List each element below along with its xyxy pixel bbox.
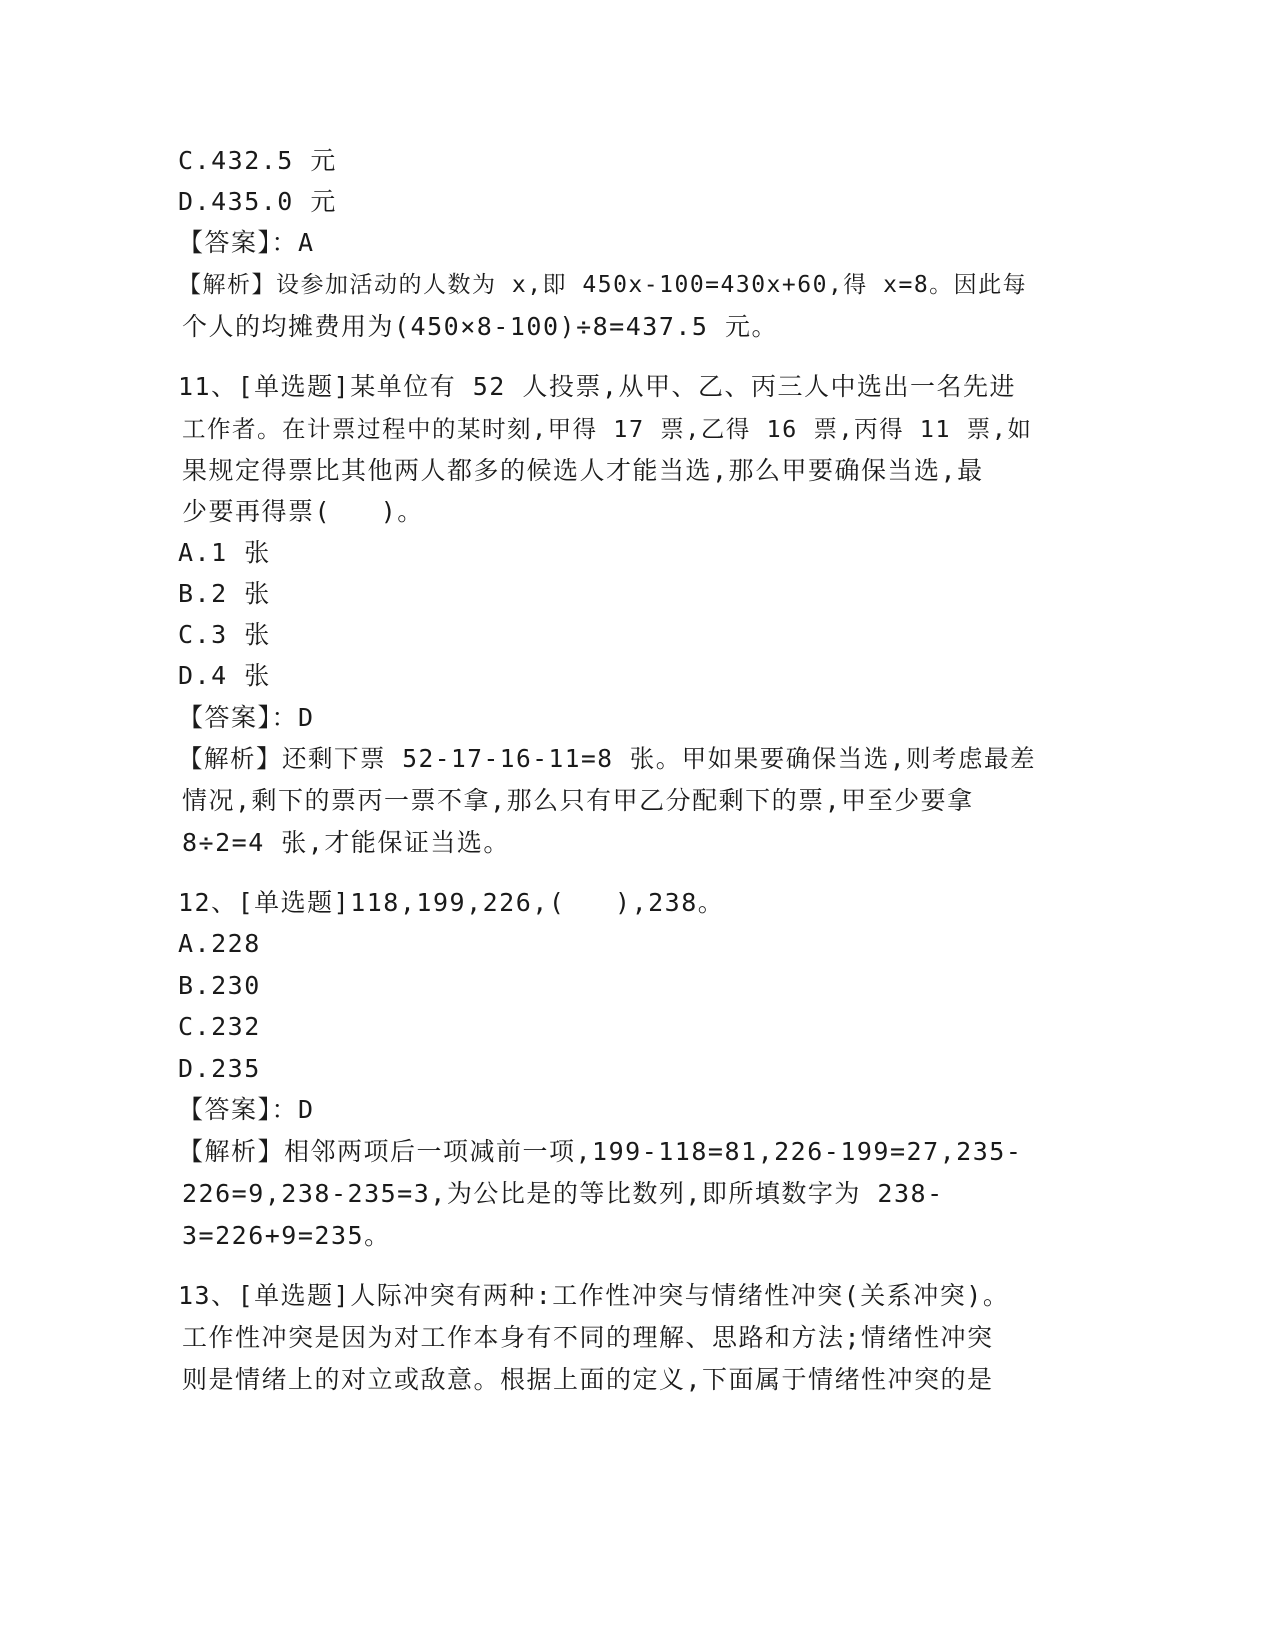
- q13-stem-line: 13、[单选题]人际冲突有两种:工作性冲突与情绪性冲突(关系冲突)。: [178, 1281, 1010, 1310]
- q12-option-c: C.232: [178, 1012, 261, 1041]
- q12-stem-line: 12、[单选题]118,199,226,( ),238。: [178, 888, 725, 917]
- q11-stem-line: 少要再得票( )。: [182, 497, 424, 526]
- q12-analysis-line: 3=226+9=235。: [182, 1221, 391, 1250]
- q13-stem-line: 工作性冲突是因为对工作本身有不同的理解、思路和方法;情绪性冲突: [182, 1323, 994, 1352]
- q11-option-b: B.2 张: [178, 579, 271, 608]
- q13-stem-line: 则是情绪上的对立或敌意。根据上面的定义,下面属于情绪性冲突的是: [182, 1365, 994, 1394]
- q11-answer: 【答案】：D: [178, 703, 315, 732]
- q11-stem-line: 工作者。在计票过程中的某时刻,甲得 17 票,乙得 16 票,丙得 11 票,如: [182, 415, 1033, 443]
- q10-option-c: C.432.5 元: [178, 146, 337, 175]
- q12-analysis-line: 【解析】相邻两项后一项减前一项,199-118=81,226-199=27,235-: [178, 1137, 1023, 1166]
- q12-analysis-line: 226=9,238-235=3,为公比是的等比数列,即所填数字为 238-: [182, 1179, 944, 1208]
- q12-option-d: D.235: [178, 1054, 261, 1083]
- q10-analysis-line: 【解析】设参加活动的人数为 x,即 450x-100=430x+60,得 x=8。因此每: [178, 272, 1028, 298]
- q11-option-a: A.1 张: [178, 538, 271, 567]
- q12-option-a: A.228: [178, 929, 261, 958]
- q12-answer: 【答案】：D: [178, 1095, 315, 1124]
- q11-analysis-line: 【解析】还剩下票 52-17-16-11=8 张。甲如果要确保当选,则考虑最差: [178, 744, 1037, 773]
- q11-option-c: C.3 张: [178, 620, 271, 649]
- q11-stem-line: 果规定得票比其他两人都多的候选人才能当选,那么甲要确保当选,最: [182, 456, 984, 485]
- q10-answer: 【答案】：A: [178, 228, 315, 257]
- q11-analysis-line: 8÷2=4 张,才能保证当选。: [182, 828, 510, 857]
- q12-option-b: B.230: [178, 971, 261, 1000]
- q11-stem-line: 11、[单选题]某单位有 52 人投票,从甲、乙、丙三人中选出一名先进: [178, 372, 1016, 401]
- q11-analysis-line: 情况,剩下的票丙一票不拿,那么只有甲乙分配剩下的票,甲至少要拿: [182, 786, 974, 815]
- q11-option-d: D.4 张: [178, 661, 271, 690]
- q10-analysis-line: 个人的均摊费用为(450×8-100)÷8=437.5 元。: [182, 312, 779, 341]
- q10-option-d: D.435.0 元: [178, 187, 337, 216]
